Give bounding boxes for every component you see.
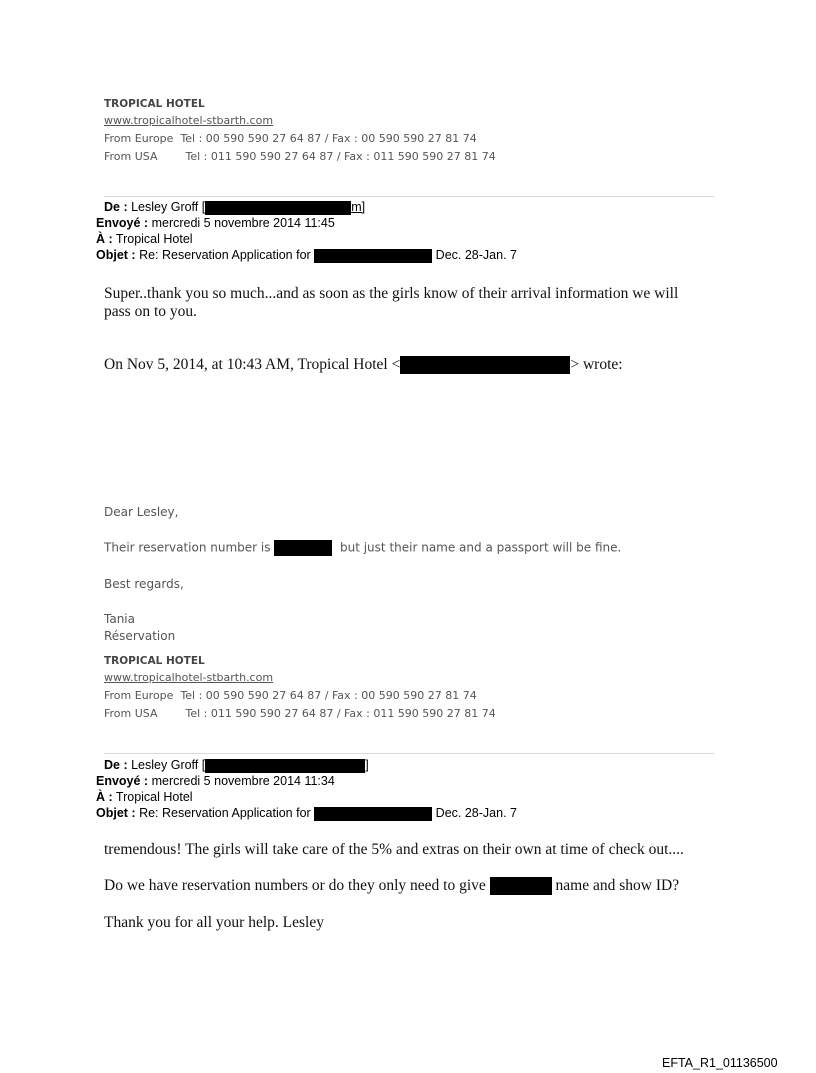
header-divider <box>104 196 714 197</box>
email2-sent-row <box>96 773 335 789</box>
usa-contact-row <box>104 150 496 163</box>
body-line2-post: name and show ID? <box>555 877 680 894</box>
sent-label: Envoyé : <box>96 774 149 788</box>
subject-label: Objet : <box>96 806 136 820</box>
subject-value: Re: Reservation Application for <box>139 806 311 820</box>
usa-contact-row <box>104 707 496 720</box>
europe-label: From Europe <box>104 132 174 145</box>
europe-contact: Tel : 00 590 590 27 64 87 / Fax : 00 590 590 27 81 74 <box>180 132 477 145</box>
email1-to-row <box>96 231 193 247</box>
redaction-block <box>205 759 365 773</box>
email1-sent-row <box>96 215 335 231</box>
hotel-name: TROPICAL HOTEL <box>104 98 205 110</box>
subject-tail: Dec. 28-Jan. 7 <box>435 248 517 262</box>
hotel-name: TROPICAL HOTEL <box>104 655 205 667</box>
from-value: Lesley Groff [ <box>131 200 206 214</box>
quote-attribution <box>104 355 623 375</box>
europe-label: From Europe <box>104 689 174 702</box>
email2-subject-row <box>96 805 517 821</box>
quote-post: > wrote: <box>570 356 623 373</box>
quoted-dept: Réservation <box>104 629 176 643</box>
subject-value: Re: Reservation Application for <box>139 248 311 262</box>
to-label: À : <box>96 790 113 804</box>
usa-contact: Tel : 011 590 590 27 64 87 / Fax : 011 590 590 27 81 74 <box>185 707 496 720</box>
quoted-greeting: Dear Lesley, <box>104 505 179 519</box>
usa-label: From USA <box>104 150 158 163</box>
email2-body-line2 <box>104 876 679 896</box>
email1-body-line2: pass on to you. <box>104 303 197 320</box>
quoted-closing: Best regards, <box>104 577 184 591</box>
to-value: Tropical Hotel <box>115 790 193 804</box>
from-value: Lesley Groff [ <box>131 758 206 772</box>
email1-body-line1: Super..thank you so much...and as soon as the girls know of their arrival information we will <box>104 285 679 302</box>
email2-body-line1: tremendous! The girls will take care of the 5% and extras on their own at time of check out.... <box>104 841 684 858</box>
header-divider <box>104 753 714 754</box>
email2-to-row <box>96 789 193 805</box>
email1-from-row <box>104 199 365 215</box>
subject-label: Objet : <box>96 248 136 262</box>
redaction-block <box>314 807 432 821</box>
redaction-block <box>205 201 351 215</box>
body-line2-pre: Do we have reservation numbers or do they only need to give <box>104 877 486 894</box>
sent-label: Envoyé : <box>96 216 149 230</box>
usa-label: From USA <box>104 707 158 720</box>
to-value: Tropical Hotel <box>115 232 193 246</box>
europe-contact: Tel : 00 590 590 27 64 87 / Fax : 00 590 590 27 81 74 <box>180 689 477 702</box>
europe-contact-row <box>104 689 477 702</box>
redaction-block <box>274 540 332 556</box>
email2-from-row <box>104 757 369 773</box>
hotel-website-link[interactable]: www.tropicalhotel-stbarth.com <box>104 671 274 684</box>
email2-body-line3: Thank you for all your help. Lesley <box>104 914 324 931</box>
from-label: De : <box>104 200 128 214</box>
europe-contact-row <box>104 132 477 145</box>
quoted-sender: Tania <box>104 612 135 626</box>
quote-pre: On Nov 5, 2014, at 10:43 AM, Tropical Hotel < <box>104 356 401 373</box>
from-tail: m] <box>351 200 366 214</box>
redaction-block <box>490 877 552 895</box>
hotel-website-link[interactable]: www.tropicalhotel-stbarth.com <box>104 114 274 127</box>
from-label: De : <box>104 758 128 772</box>
redaction-block <box>314 249 432 263</box>
quoted-reservation-line <box>104 540 621 556</box>
subject-tail: Dec. 28-Jan. 7 <box>435 806 517 820</box>
from-tail: ] <box>365 758 369 772</box>
sent-value: mercredi 5 novembre 2014 11:34 <box>151 774 335 788</box>
sent-value: mercredi 5 novembre 2014 11:45 <box>151 216 335 230</box>
redaction-block <box>400 356 570 374</box>
quoted-line-post: but just their name and a passport will be fine. <box>339 540 622 555</box>
usa-contact: Tel : 011 590 590 27 64 87 / Fax : 011 590 590 27 81 74 <box>185 150 496 163</box>
quoted-line-pre: Their reservation number is <box>104 540 271 555</box>
document-id: EFTA_R1_01136500 <box>662 1056 778 1070</box>
to-label: À : <box>96 232 113 246</box>
email1-subject-row <box>96 247 517 263</box>
